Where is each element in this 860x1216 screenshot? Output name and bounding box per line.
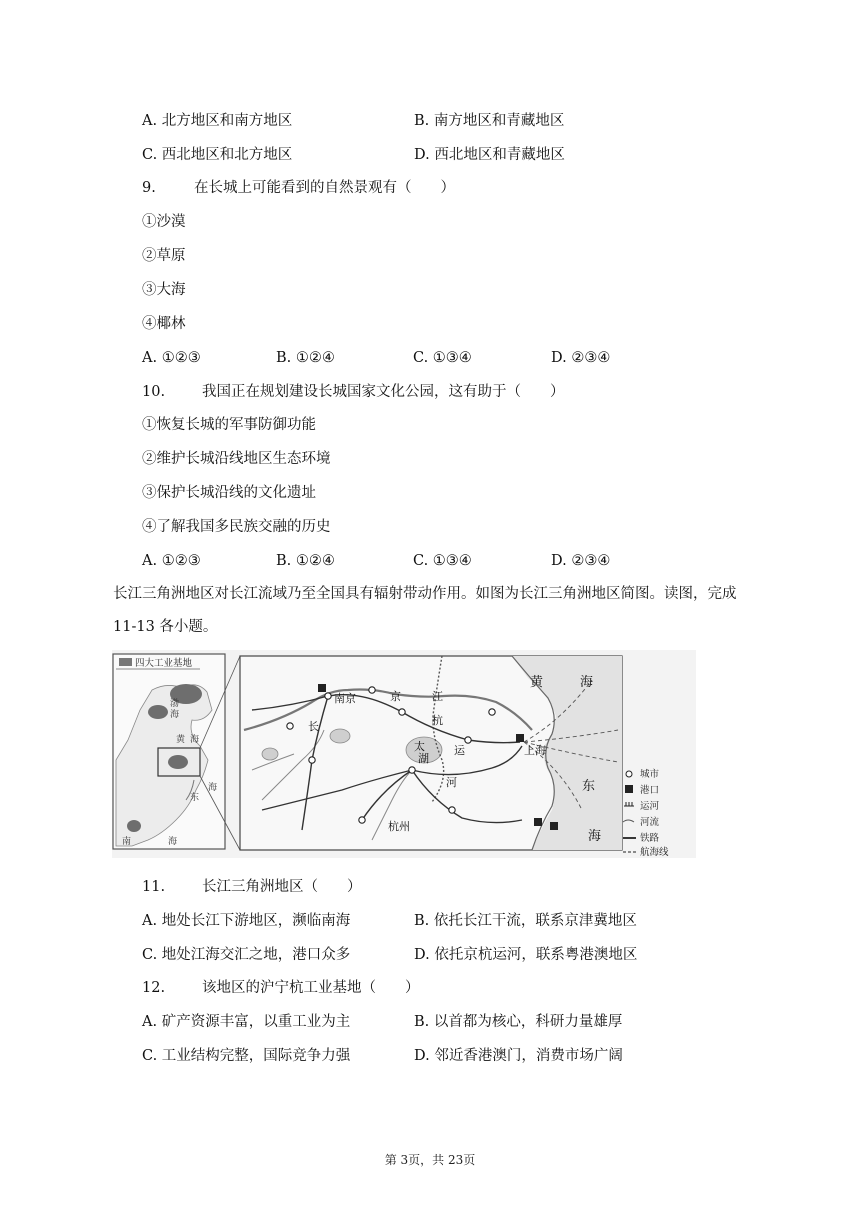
port-marker <box>318 684 326 692</box>
industrial-base-zhujiang <box>127 820 141 832</box>
q12-option-c: C. 工业结构完整，国际竞争力强 <box>142 1048 351 1064</box>
inset-label: 海 <box>170 710 180 720</box>
q10-item-4: ④了解我国多民族交融的历史 <box>142 519 331 535</box>
question-number: 9. <box>142 180 156 196</box>
q10-stem <box>142 382 565 402</box>
inset-label: 东 <box>190 793 200 803</box>
inset-label: 海 <box>190 735 200 745</box>
q12-option-a: A. 矿产资源丰富，以重工业为主 <box>142 1014 351 1030</box>
question-number: 12. <box>142 980 166 996</box>
q9-item-1: ①沙漠 <box>142 214 186 230</box>
map-label: 运 <box>454 744 465 757</box>
q9-item-4: ④椰林 <box>142 316 186 332</box>
legend-label: 航海线 <box>640 847 669 858</box>
city-marker <box>325 693 331 699</box>
map-label: 河 <box>446 776 457 789</box>
port-marker <box>516 734 524 742</box>
inset-label: 南 <box>122 837 132 847</box>
q9-option-a: A. ①②③ <box>142 350 201 366</box>
legend-label: 铁路 <box>640 833 660 844</box>
inset-label: 黄 <box>176 735 186 745</box>
map-label: 江 <box>432 690 443 703</box>
page-footer: 第 3页，共 23页 <box>384 1153 476 1167</box>
question-text: 我国正在规划建设长城国家文化公园，这有助于（ ） <box>202 384 565 400</box>
lake <box>262 748 278 760</box>
city-marker <box>449 807 455 813</box>
inset-map <box>113 654 225 849</box>
question-text: 该地区的沪宁杭工业基地（ ） <box>202 980 420 996</box>
map-label: 杭 <box>432 714 443 727</box>
q10-item-1: ①恢复长城的军事防御功能 <box>142 417 316 433</box>
q11-option-d: D. 依托京杭运河，联系粤港澳地区 <box>414 947 638 963</box>
q8-option-d: D. 西北地区和青藏地区 <box>414 147 565 163</box>
q9-option-c: C. ①③④ <box>413 350 472 366</box>
legend-label: 港口 <box>640 785 660 796</box>
city-marker <box>287 723 293 729</box>
industrial-base-huning <box>168 755 188 769</box>
legend-label: 城市 <box>640 769 660 780</box>
map-label: 太 <box>414 740 425 753</box>
city-label-shanghai: 上海 <box>524 744 546 757</box>
inset-title: 四大工业基地 <box>135 658 193 669</box>
city-label-nanjing: 南京 <box>334 692 356 705</box>
port-marker <box>534 818 542 826</box>
legend-city-symbol <box>626 771 632 777</box>
q9-stem <box>142 178 455 198</box>
sea-label: 东 <box>582 779 596 794</box>
q11-option-a: A. 地处长江下游地区，濒临南海 <box>142 913 351 929</box>
q12-stem <box>142 978 420 998</box>
yangtze-delta-map <box>112 650 696 858</box>
legend-port-symbol <box>625 785 633 793</box>
q9-option-b: B. ①②④ <box>276 350 335 366</box>
question-text: 在长城上可能看到的自然景观有（ ） <box>194 180 455 196</box>
city-marker <box>359 817 365 823</box>
q11-option-c: C. 地处江海交汇之地，港口众多 <box>142 947 351 963</box>
q9-item-3: ③大海 <box>142 282 186 298</box>
q11-option-b: B. 依托长江干流，联系京津冀地区 <box>414 913 637 929</box>
q10-option-a: A. ①②③ <box>142 553 201 569</box>
q12-option-d: D. 邻近香港澳门，消费市场广阔 <box>414 1048 623 1064</box>
lake <box>330 729 350 743</box>
q10-option-b: B. ①②④ <box>276 553 335 569</box>
map-label: 长 <box>308 720 319 733</box>
city-marker <box>489 709 495 715</box>
question-number: 11. <box>142 879 166 895</box>
sea-label: 黄 <box>530 675 544 690</box>
legend-label: 河流 <box>640 817 660 828</box>
city-marker <box>399 709 405 715</box>
q10-option-d: D. ②③④ <box>551 553 611 569</box>
sea-label: 海 <box>580 675 594 690</box>
city-marker <box>309 757 315 763</box>
q10-item-2: ②维护长城沿线地区生态环境 <box>142 451 331 467</box>
inset-label: 海 <box>168 837 178 847</box>
intro-paragraph: 长江三角洲地区对长江流域乃至全国具有辐射带动作用。如图为长江三角洲地区简图。读图，完成 11-13 各小题。 <box>113 586 737 635</box>
inset-label: 渤 <box>170 699 180 709</box>
q8-option-b: B. 南方地区和青藏地区 <box>414 113 565 129</box>
map-label: 湖 <box>418 752 429 765</box>
port-marker <box>550 822 558 830</box>
q8-option-c: C. 西北地区和北方地区 <box>142 147 293 163</box>
main-map <box>240 656 622 850</box>
city-marker <box>409 767 415 773</box>
q12-option-b: B. 以首都为核心，科研力量雄厚 <box>414 1014 623 1030</box>
q9-item-2: ②草原 <box>142 248 186 264</box>
q9-option-d: D. ②③④ <box>551 350 611 366</box>
city-marker <box>369 687 375 693</box>
legend-label: 运河 <box>640 801 660 812</box>
inset-legend-swatch <box>119 658 132 666</box>
map-label: 京 <box>390 690 401 703</box>
city-marker <box>465 737 471 743</box>
city-label-hangzhou: 杭州 <box>388 820 410 833</box>
legend-canal-symbol <box>624 802 634 806</box>
q10-item-3: ③保护长城沿线的文化遗址 <box>142 485 316 501</box>
sea-label: 海 <box>588 829 602 844</box>
q10-option-c: C. ①③④ <box>413 553 472 569</box>
industrial-base-liaozhong <box>148 705 168 719</box>
question-text: 长江三角洲地区（ ） <box>202 879 362 895</box>
q8-option-a: A. 北方地区和南方地区 <box>142 113 293 129</box>
question-number: 10. <box>142 384 166 400</box>
q11-stem <box>142 877 362 897</box>
inset-label: 海 <box>208 783 218 793</box>
